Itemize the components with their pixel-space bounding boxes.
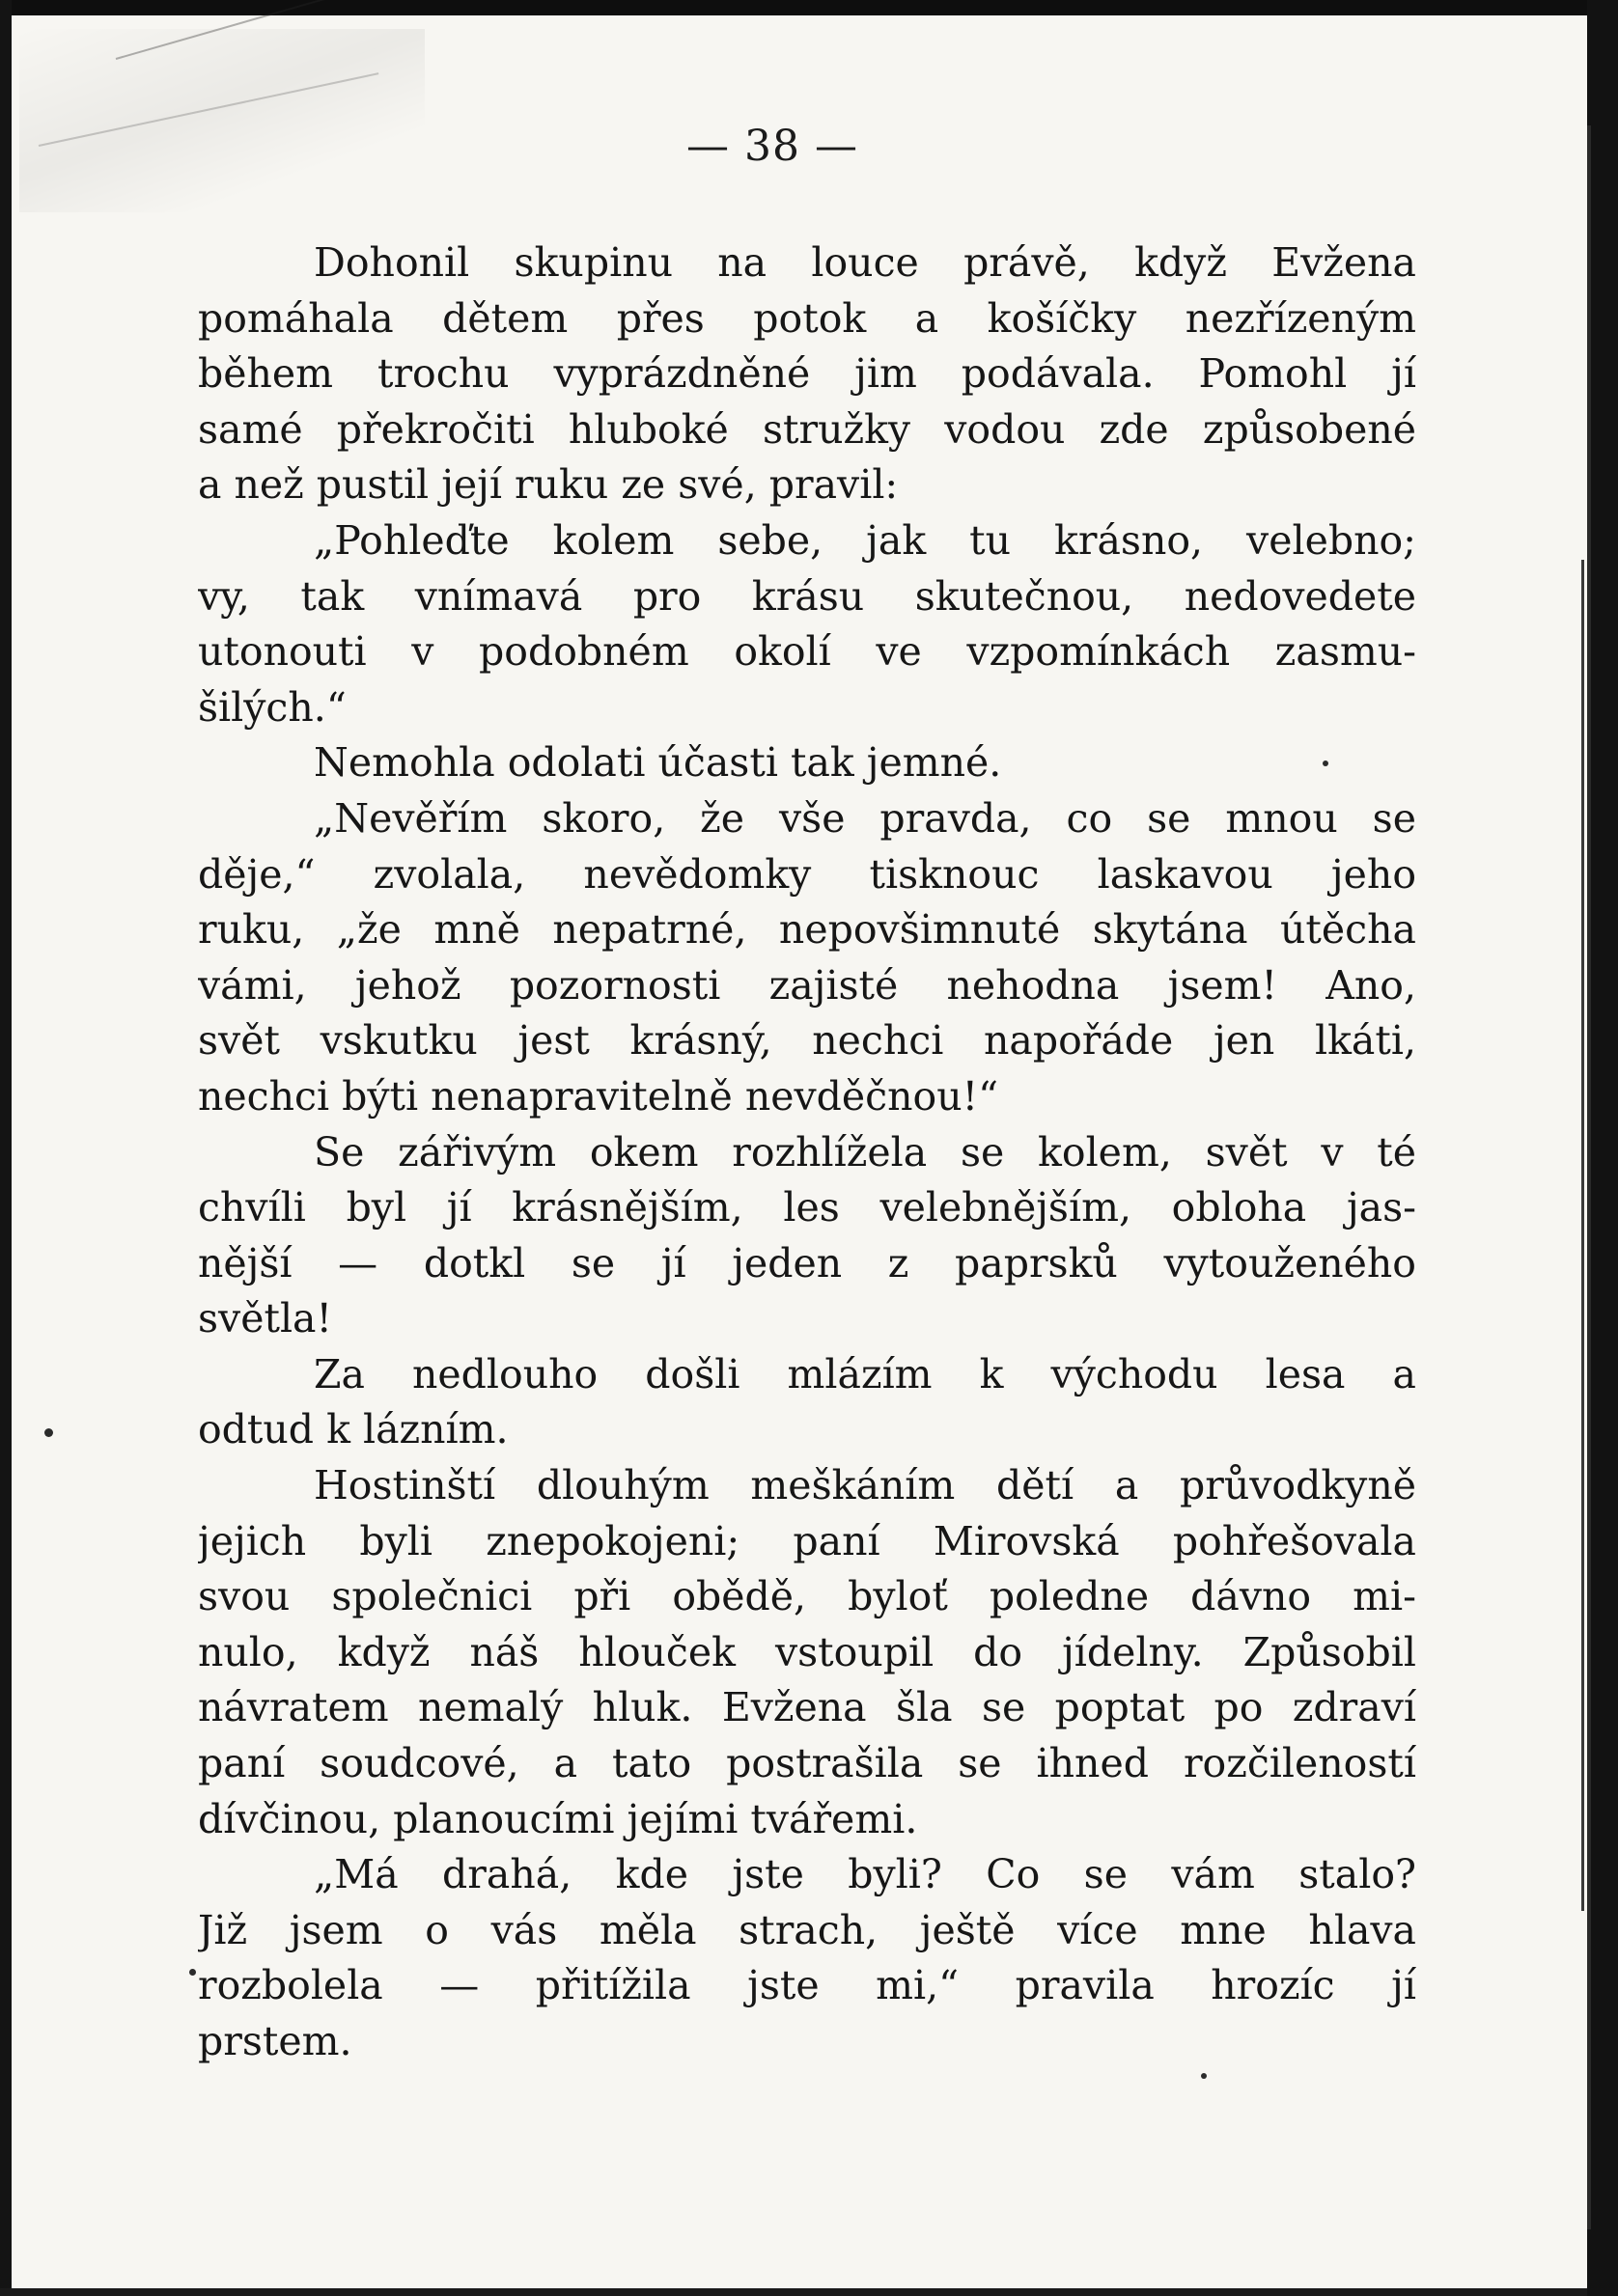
text-line: „Nevěřím skoro, že vše pravda, co se mnou se	[314, 794, 1416, 842]
text-line: Za nedlouho došli mlázím k východu lesa a	[314, 1350, 1416, 1397]
text-line: návratem nemalý hluk. Evžena šla se poptat po zdraví	[198, 1684, 1416, 1731]
text-line: nější — dotkl se jí jeden z paprsků vytouženého	[198, 1239, 1416, 1286]
text-line: „Pohleďte kolem sebe, jak tu krásno, velebno;	[314, 516, 1416, 564]
text-line: ruku, „že mně nepatrné, nepovšimnuté skytána útěcha	[198, 906, 1416, 954]
text-line: šilých.“	[198, 683, 347, 731]
binding-edge-inner	[1581, 560, 1584, 1911]
text-line: paní soudcové, a tato postrašila se ihned rozčileností	[198, 1740, 1416, 1787]
text-line: prstem.	[198, 2018, 352, 2064]
text-line: vy, tak vnímavá pro krásu skutečnou, nedovedete	[198, 572, 1416, 620]
text-line: Nemohla odolati účasti tak jemné.	[314, 739, 1002, 787]
ink-speck	[44, 1428, 53, 1437]
text-line: svět vskutku jest krásný, nechci napořáde jen lkáti,	[198, 1017, 1416, 1065]
text-line: světla!	[198, 1295, 332, 1342]
binding-edge	[1587, 125, 1591, 2229]
text-line: pomáhala dětem přes potok a košíčky nezřízeným	[198, 294, 1416, 342]
text-line: nechci býti nenapravitelně nevděčnou!“	[198, 1072, 999, 1120]
text-line: děje,“ zvolala, nevědomky tisknouc laskavou jeho	[198, 850, 1416, 898]
body-text	[198, 235, 1416, 2070]
scan-border-right	[1587, 0, 1618, 2296]
text-line: odtud k lázním.	[198, 1406, 509, 1453]
text-line: Již jsem o vás měla strach, ještě více mne hlava	[198, 1906, 1416, 1953]
scan-smudge	[19, 29, 425, 212]
text-line: Dohonil skupinu na louce právě, když Evžena	[314, 239, 1416, 286]
text-line: jejich byli znepokojeni; paní Mirovská pohřešovala	[198, 1517, 1416, 1564]
text-line: utonouti v podobném okolí ve vzpomínkách zasmu-	[198, 628, 1416, 676]
scan-border-left	[0, 0, 12, 2296]
text-line: nulo, když náš hlouček vstoupil do jídelny. Způsobil	[198, 1628, 1416, 1675]
scan-border-top	[0, 0, 1618, 15]
scan-border-bottom	[0, 2288, 1618, 2296]
text-line: vámi, jehož pozornosti zajisté nehodna jsem! Ano,	[198, 961, 1416, 1009]
text-line: chvíli byl jí krásnějším, les velebnějším, obloha jas-	[198, 1184, 1416, 1231]
text-line: Se zářivým okem rozhlížela se kolem, svět v té	[314, 1128, 1416, 1176]
text-line: svou společnici při obědě, byloť poledne dávno mi-	[198, 1573, 1416, 1620]
text-line: samé překročiti hluboké stružky vodou zde způsobené	[198, 405, 1416, 453]
text-line: a než pustil její ruku ze své, pravil:	[198, 461, 899, 509]
text-line: rozbolela — přitížila jste mi,“ pravila hrozíc jí	[198, 1962, 1416, 2009]
text-line: „Má drahá, kde jste byli? Co se vám stalo?	[314, 1851, 1416, 1898]
text-line: dívčinou, planoucími jejími tvářemi.	[198, 1795, 918, 1842]
ink-speck	[189, 1969, 196, 1976]
ink-speck	[1201, 2073, 1207, 2079]
page-number: — 38 —	[686, 122, 858, 171]
text-line: během trochu vyprázdněné jim podávala. Pomohl jí	[198, 350, 1416, 398]
text-line: Hostinští dlouhým meškáním dětí a průvodkyně	[314, 1462, 1416, 1509]
